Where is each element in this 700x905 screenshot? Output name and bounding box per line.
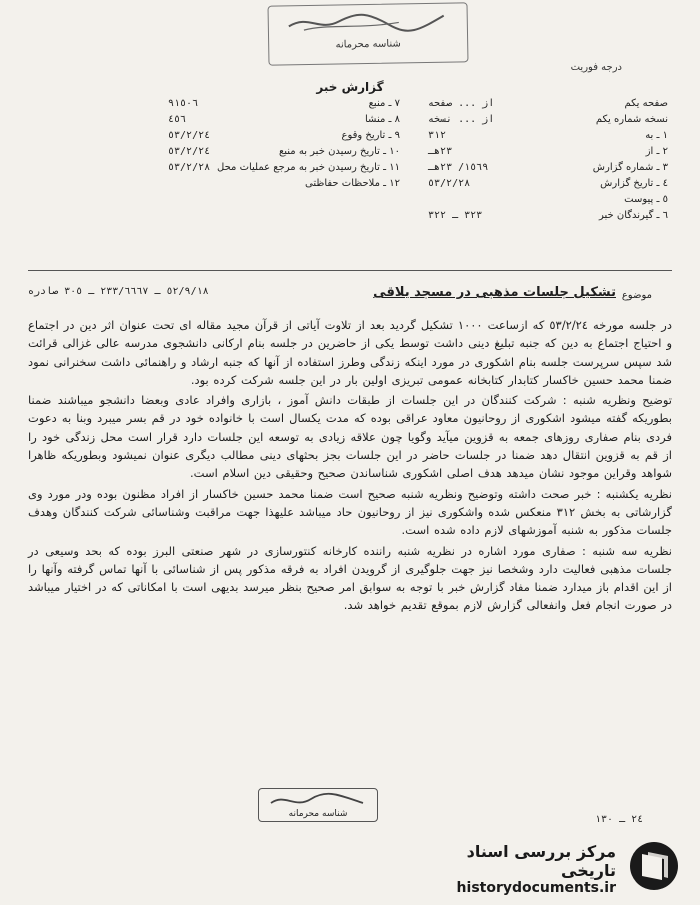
meta-label: ٢ ـ از [645, 146, 668, 157]
metadata-left [168, 96, 400, 192]
meta-label: ٤ ـ تاریخ گزارش [600, 178, 668, 189]
paragraph-sunday-opinion: نظریه یکشنبه : خبر صحت داشته وتوضیح ونظریه شنبه صحیح است ضمنا محمد حسین خاکسار از افراد مظنون بوده ودر مورد وی گزارشاتی به بخش ٣١٢ منعکس شده واشکوری نیز از روحانیون حاد میباشد علیهذا جهت مراقبت وشناسائی شرکت کنندگان وهدف جلسات مذکور به شنبه آموزشهای لازم داده شده است. [28, 486, 672, 538]
meta-value: ١٥٦٩/ ٢٣هـ [428, 162, 489, 173]
meta-label: ١٢ ـ ملاحظات حفاظتی [305, 178, 400, 189]
meta-row [168, 112, 400, 128]
meta-label: ٩ ـ تاریخ وقوع [341, 130, 400, 141]
document-title: گزارش خبر [316, 80, 384, 94]
meta-row [428, 192, 668, 208]
watermark-brand [410, 838, 680, 894]
stamp-subtitle: شناسه محرمانه [288, 809, 348, 819]
meta-row [168, 160, 400, 176]
meta-label: ٥ ـ پیوست [624, 194, 668, 205]
meta-label: ١ ـ به [645, 130, 668, 141]
meta-row [428, 208, 668, 224]
paragraph-report: در جلسه مورخه ٥٣/٢/٢٤ که ازساعت ١٠٠٠ تشکیل گردید بعد از تلاوت آیاتی از قرآن مجید مقاله ای تحت عنوان اثر دین در اجتماع و احتیاج اجتماع به دین که جنبه تبلیغ دینی داشت توسط یکی از حاضرین در جلسه بنام ارکانی دانشجوی مدرسه عالی غزالی قرائت شد سپس سرپرست جلسه بنام اشکوری در مورد اینکه زندگی وطرز استفاده از آنها که جنبه ارشاد و راهنمائی داشت سخنرانی نمود ضمنا محمد حسین خاکسار کتابدار کتابخانه عمومی تبریزی اولین بار در این جلسه شرکت کرده بود. [28, 318, 672, 387]
meta-value: ٥٣/٢/٢٤ [168, 146, 211, 157]
signature-scribble-icon [269, 9, 469, 34]
metadata-right [428, 96, 668, 224]
meta-label: نسخه شماره یکم [595, 114, 668, 125]
meta-value: ٣١٢ [428, 130, 447, 141]
meta-label: ٦ ـ گیرندگان خبر [598, 210, 668, 221]
meta-value: ٢٣هـ [428, 146, 453, 157]
meta-value: ٥٣/٢/٢٨ [168, 162, 211, 173]
meta-row [428, 96, 668, 112]
subject-label: موضوع [621, 290, 652, 301]
brand-text [410, 842, 616, 896]
footer-stamp [258, 788, 378, 822]
meta-value: ٥٣/٢/٢٤ [168, 130, 211, 141]
meta-row [428, 176, 668, 192]
meta-label: ٧ ـ منبع [368, 98, 400, 109]
reference-codes: ٥٢/٩/١٨ ـ ٢٣٣/٦٦٦٧ ـ ٣٠٥ صادره [28, 286, 209, 297]
meta-row [168, 128, 400, 144]
meta-value: ٥٣/٢/٢٨ [428, 178, 471, 189]
subject-text: تشکیل جلسات مذهبی در مسجد یلاقی [373, 285, 616, 300]
meta-row [428, 128, 668, 144]
meta-label: صفحه یکم [624, 98, 668, 109]
paragraph-saturday-opinion: توضیح ونظریه شنبه : شرکت کنندگان در این جلسات از طبقات دانش آموز ، بازاری وافراد عادی وبعضا دانشجو میباشند ضمنا بطوریکه گفته میشود اشکوری از روحانیون معاود عراقی بوده که مدت یکسال است با خانواده خود در قم بسر میبرد وبنا به دعوت فردی بنام صفاری روزهای جمعه به قزوین میآید وگویا چون علاقه زیادی به توسعه این جلسات دارد قرار است محل زندگی خود را از قم به قزوین انتقال دهد ضمنا در جلسات حاضر در این جلسات بجز بحثهای دینی مطالب دیگری عنوان نمیشود وبطوریکه ظاهرا شواهد وقراین موجود نشان میدهد هدف اصلی اشکوری شناساندن صحیح وحقیقی دین اسلام است. [28, 393, 672, 481]
signature-scribble-icon [259, 791, 379, 811]
meta-label: ٣ ـ شماره گزارش [592, 162, 668, 173]
divider [28, 270, 672, 271]
meta-row [168, 144, 400, 160]
meta-value: ٩١٥٠٦ [168, 98, 199, 109]
meta-value: از ... صفحه [428, 98, 495, 109]
meta-value: ٣٢٣ ـ ٣٢٢ [428, 210, 483, 221]
meta-value: ٤٥٦ [168, 114, 187, 125]
stamp-subtitle: شناسه محرمانه [335, 38, 401, 51]
meta-row [428, 144, 668, 160]
meta-label: ١٠ ـ تاریخ رسیدن خبر به منبع [278, 146, 400, 157]
priority-label: درجه فوریت [570, 62, 622, 73]
paragraph-tuesday-opinion: نظریه سه شنبه : صفاری مورد اشاره در نظریه شنبه راننده کارخانه کنتورسازی در شهر صنعتی البرز بوده که بحد وسیعی در جلسات مذهبی فعالیت دارد وشخصا نیز جهت جلوگیری از گرویدن افراد به فرقه مذکور پس از شناسائی با آنها تماس گرفته وآنها را از این اقدام باز میدارد ضمنا مفاد گزارش خبر با توجه به سوابق امر صحیح بنظر میرسد بدیهی است با امکاناتی که در اختیار میباشد در صورت انجام فعل وانفعالی گزارش لازم بموقع تقدیم خواهد شد. [28, 543, 672, 613]
meta-row [168, 176, 400, 192]
meta-row [428, 112, 668, 128]
report-body [28, 316, 672, 615]
archive-logo-icon [628, 840, 680, 892]
classification-stamp [267, 2, 468, 65]
page-number: ٢٤ ـ ١٣٠ [595, 814, 644, 825]
brand-name: مرکز بررسی اسناد تاریخی [466, 842, 616, 880]
brand-url: historydocuments.ir [456, 880, 616, 896]
meta-value: از ... نسخه [428, 114, 495, 125]
meta-row [428, 160, 668, 176]
meta-label: ٨ ـ منشا [364, 114, 400, 125]
meta-row [168, 96, 400, 112]
meta-label: ١١ ـ تاریخ رسیدن خبر به مرجع عملیات محل [217, 162, 400, 173]
